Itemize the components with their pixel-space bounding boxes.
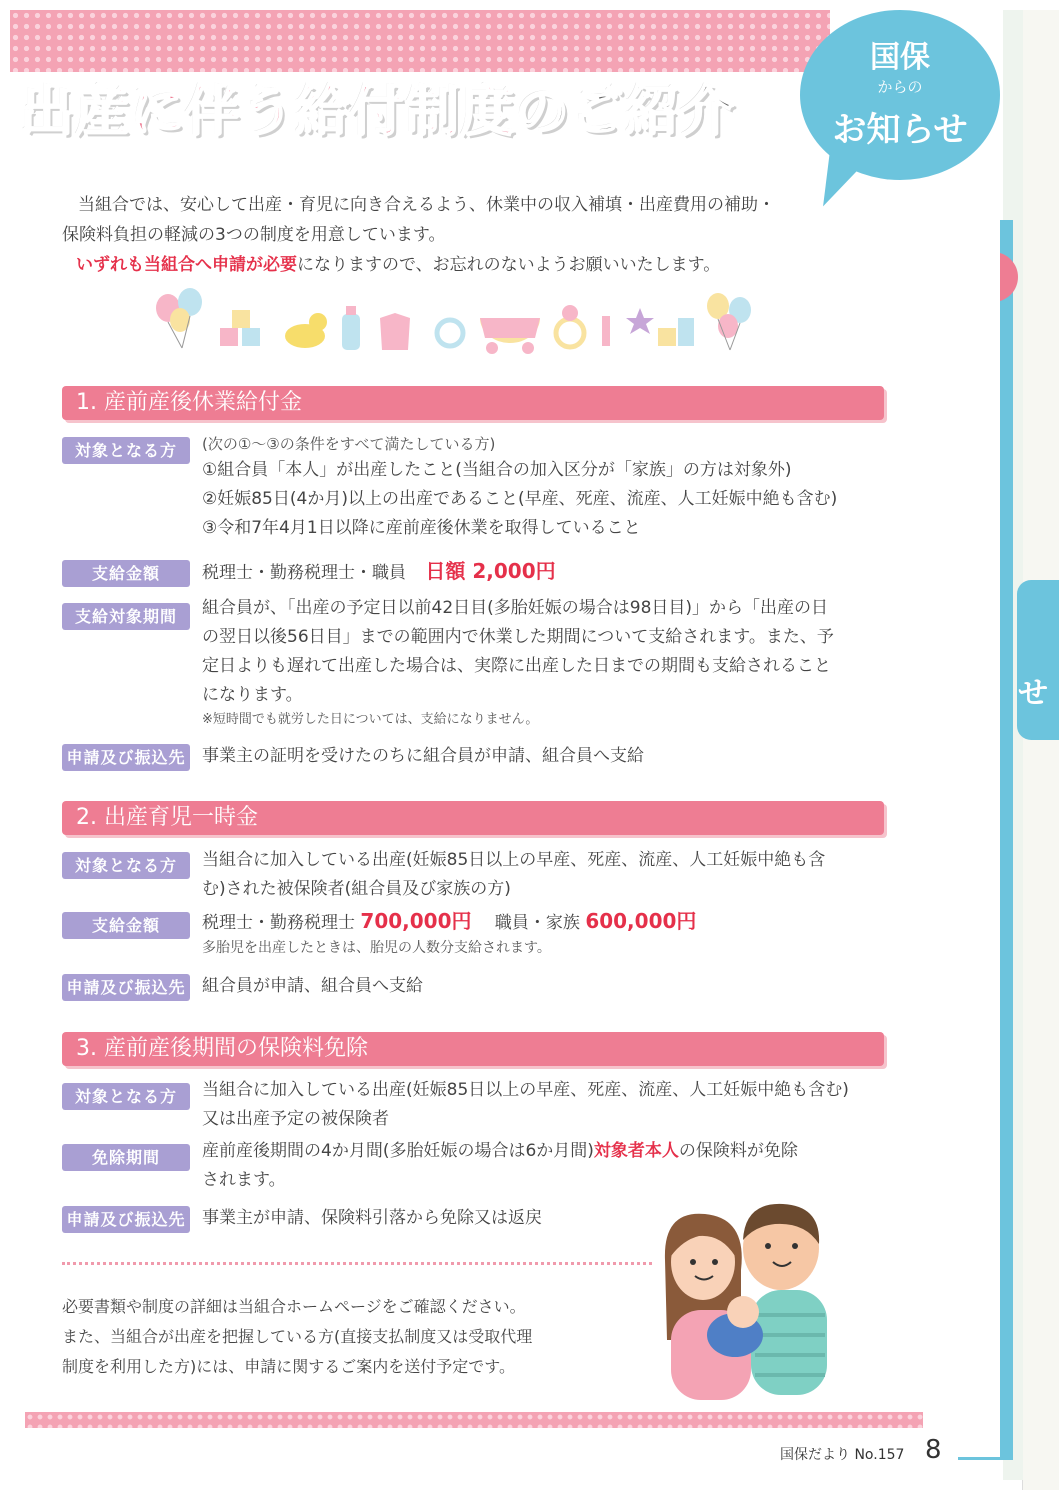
baby-clothes-icon [380,313,410,350]
badge-line2: からの [877,78,923,96]
section3-apply-text: 事業主が申請、保険料引落から免除又は返戻 [202,1208,542,1228]
section1-period-label: 支給対象期間 [62,603,190,630]
page-number: 8 [925,1435,942,1465]
section3-exempt-red: 対象者本人 [593,1141,679,1161]
section2-target-line2: む)された被保険者(組合員及び家族の方) [202,879,511,899]
title-sub: のご紹介 [515,80,735,143]
footer-note [62,1292,532,1382]
section1-target-label: 対象となる方 [62,437,190,464]
pacifier-icon [437,320,463,346]
section3-target [202,1076,849,1134]
section2-amount-prefix2: 職員・家族 [494,913,580,933]
section2-apply-text: 組合員が申請、組合員へ支給 [202,976,423,996]
section1-period-line1: 組合員が、「出産の予定日以前42日目(多胎妊娠の場合は98日目)」から「出産の日 [202,598,829,618]
section2-header: 2. 出産育児一時金 [62,801,884,835]
intro-emphasis: いずれも当組合へ申請が必要 [76,255,297,275]
section1-apply-text: 事業主の証明を受けたのちに組合員が申請、組合員へ支給 [202,746,644,766]
star-blocks-icon [626,308,694,346]
intro-line3 [62,250,862,280]
section1-amount-label: 支給金額 [62,560,190,587]
side-glyph: せ [1018,676,1048,711]
section2-amount-value1: 700,000円 [360,909,472,933]
section3-exempt-post: の保険料が免除 [678,1141,798,1161]
side-blue-tab-2 [1017,580,1059,740]
section2-amount [202,907,696,958]
section3-target-line1: 当組合に加入している出産(妊娠85日以上の早産、死産、流産、人工妊娠中絶も含む) [202,1080,849,1100]
section2-target [202,846,825,904]
section2-amount-note: 多胎児を出産したときは、胎児の人数分支給されます。 [202,940,551,956]
badge-line1: 国保 [870,40,930,75]
section3-target-label: 対象となる方 [62,1083,190,1110]
dotted-divider [62,1262,652,1265]
section1-apply-label: 申請及び振込先 [62,744,190,771]
baby-face [727,1296,759,1328]
section3-target-line2: 又は出産予定の被保険者 [202,1109,389,1129]
badge-line3: お知らせ [832,110,968,150]
section2-amount-label: 支給金額 [62,912,190,939]
section2-amount-prefix1: 税理士・勤務税理士 [202,913,355,933]
section1-amount-value: 日額 2,000円 [425,559,556,583]
balloons-right-icon [707,293,751,350]
section3-exempt-pre: 産前産後期間の4か月間(多胎妊娠の場合は6か月間) [202,1141,594,1161]
adjacent-page-edge [1022,10,1059,1490]
intro-line2: 保険料負担の軽減の3つの制度を用意しています。 [62,225,446,245]
section1-period-line3: 定日よりも遅れて出産した場合は、実際に出産した日までの期間も支給されること [202,656,831,676]
section1-period-line2: の翌日以後56日目」までの範囲内で休業した期間について支給されます。また、予 [202,627,834,647]
section3-exempt-label: 免除期間 [62,1144,190,1171]
page-title [20,72,735,152]
section1-period-note: ※短時間でも就労した日については、支給になりません。 [202,712,539,727]
section1-target-item1: ①組合員「本人」が出産したこと(当組合の加入区分が「家族」の方は対象外) [202,460,792,480]
section1-amount-prefix: 税理士・勤務税理士・職員 [202,563,406,583]
intro-line1: 当組合では、安心して出産・育児に向き合えるよう、休業中の収入補填・出産費用の補助・ [78,195,775,215]
intro-line3-rest: になりますので、お忘れのないようお願いいたします。 [297,255,721,275]
section3-exempt-line2: されます。 [202,1170,286,1190]
publication-name: 国保だより No.157 [780,1447,905,1463]
father-shirt [751,1290,827,1395]
bottle-icon [342,306,360,350]
section1-amount [202,557,556,588]
intro [62,190,862,280]
notice-badge [800,10,1000,180]
section1-period [202,594,834,730]
family-illustration [655,1200,845,1400]
footer-note-line1: 必要書類や制度の詳細は当組合ホームページをご確認ください。 [62,1297,526,1316]
section3-header: 3. 産前産後期間の保険料免除 [62,1032,884,1066]
header-dot-band [10,10,830,72]
section2-amount-value2: 600,000円 [585,909,697,933]
title-main: 出産に伴う給付制度 [20,80,515,143]
section3-exempt [202,1137,798,1195]
section1-target-item3: ③令和7年4月1日以降に産前産後休業を取得していること [202,518,641,538]
section2-target-line1: 当組合に加入している出産(妊娠85日以上の早産、死産、流産、人工妊娠中絶も含 [202,850,826,870]
footer-note-line2: また、当組合が出産を把握している方(直接支払制度又は受取代理 [62,1327,533,1346]
section1-period-line4: になります。 [202,685,303,705]
section1-target [202,432,837,543]
section1-header: 1. 産前産後休業給付金 [62,386,884,420]
footer-dot-band [25,1412,923,1428]
footer-note-line3: 制度を利用した方)には、申請に関するご案内を送付予定です。 [62,1357,515,1376]
baby-items-illustration [150,288,770,363]
section1-target-intro: (次の①～③の条件をすべて満たしている方) [202,435,496,453]
duck-icon [285,313,327,348]
section2-apply-label: 申請及び振込先 [62,974,190,1001]
teddy-rattle-icon [556,305,584,347]
section3-apply-label: 申請及び振込先 [62,1206,190,1233]
blocks-icon [220,310,260,346]
stroller-icon [480,318,540,354]
rattle-icon [602,316,610,346]
balloons-left-icon [156,288,202,348]
section1-target-item2: ②妊娠85日(4か月)以上の出産であること(早産、死産、流産、人工妊娠中絶も含む) [202,489,838,509]
section2-target-label: 対象となる方 [62,852,190,879]
